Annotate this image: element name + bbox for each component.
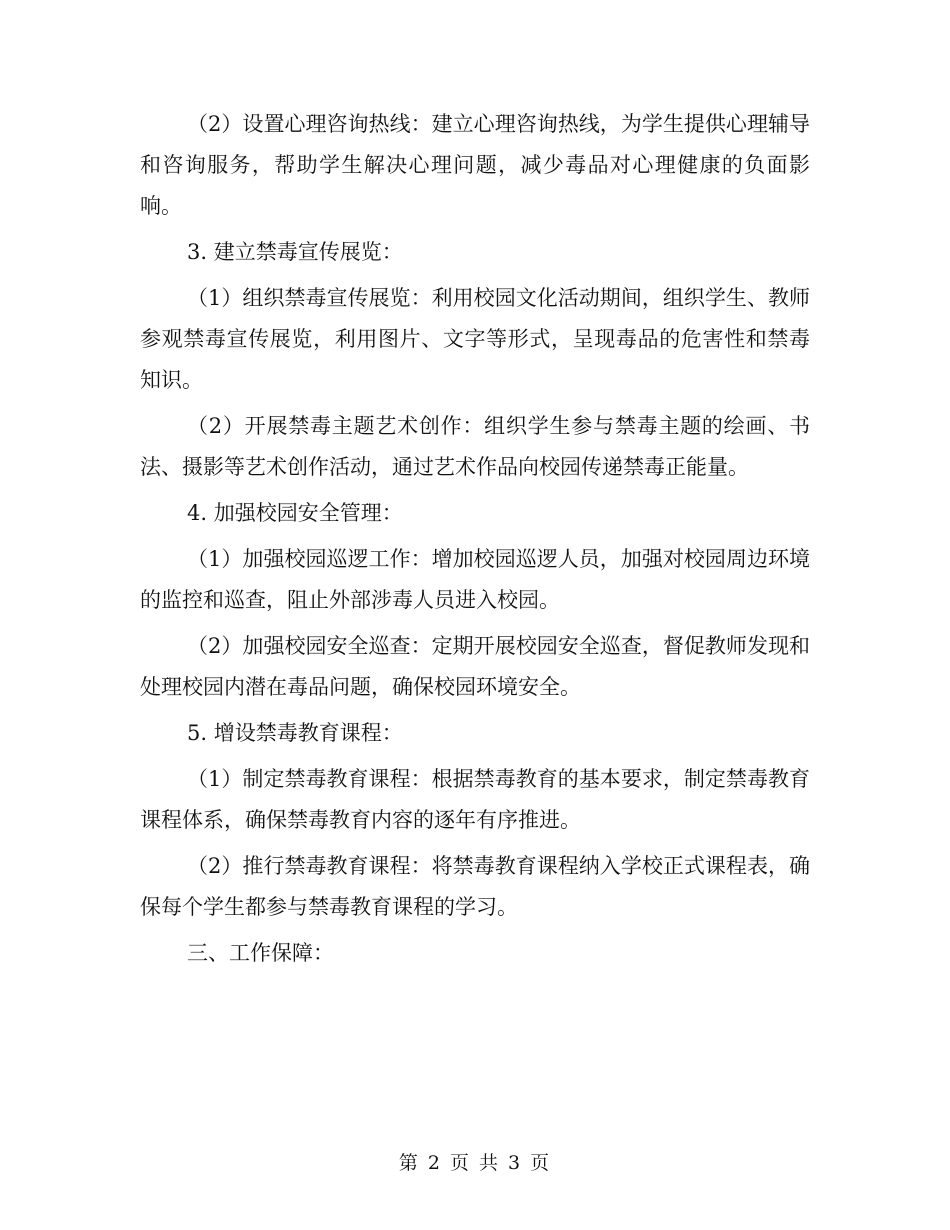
paragraph-organize-exhibition: （1）组织禁毒宣传展览：利用校园文化活动期间，组织学生、教师参观禁毒宣传展览，利用图片、文字等形式，呈现毒品的危害性和禁毒知识。 (140, 286, 810, 392)
paragraph-campus-patrol: （1）加强校园巡逻工作：增加校园巡逻人员，加强对校园周边环境的监控和巡查，阻止外部涉毒人员进入校园。 (140, 547, 810, 612)
paragraph-implement-course: （2）推行禁毒教育课程：将禁毒教育课程纳入学校正式课程表，确保每个学生都参与禁毒教育课程的学习。 (140, 854, 810, 919)
heading-drug-exhibition: 3. 建立禁毒宣传展览： (187, 240, 403, 264)
paragraph-formulate-course: （1）制定禁毒教育课程：根据禁毒教育的基本要求，制定禁毒教育课程体系，确保禁毒教育内容的逐年有序推进。 (140, 767, 810, 832)
paragraph-art-creation: （2）开展禁毒主题艺术创作：组织学生参与禁毒主题的绘画、书法、摄影等艺术创作活动，通过艺术作品向校园传递禁毒正能量。 (140, 414, 810, 479)
paragraph-safety-inspection: （2）加强校园安全巡查：定期开展校园安全巡查，督促教师发现和处理校园内潜在毒品问题，确保校园环境安全。 (140, 634, 810, 699)
page-number-footer: 第 2 页 共 3 页 (398, 1152, 552, 1174)
heading-education-course: 5. 增设禁毒教育课程： (187, 721, 403, 745)
document-body (140, 104, 810, 979)
paragraph-psych-hotline: （2）设置心理咨询热线：建立心理咨询热线，为学生提供心理辅导和咨询服务，帮助学生解决心理问题，减少毒品对心理健康的负面影响。 (140, 112, 810, 218)
heading-work-guarantee: 三、工作保障： (187, 941, 334, 965)
heading-campus-safety: 4. 加强校园安全管理： (187, 501, 403, 525)
